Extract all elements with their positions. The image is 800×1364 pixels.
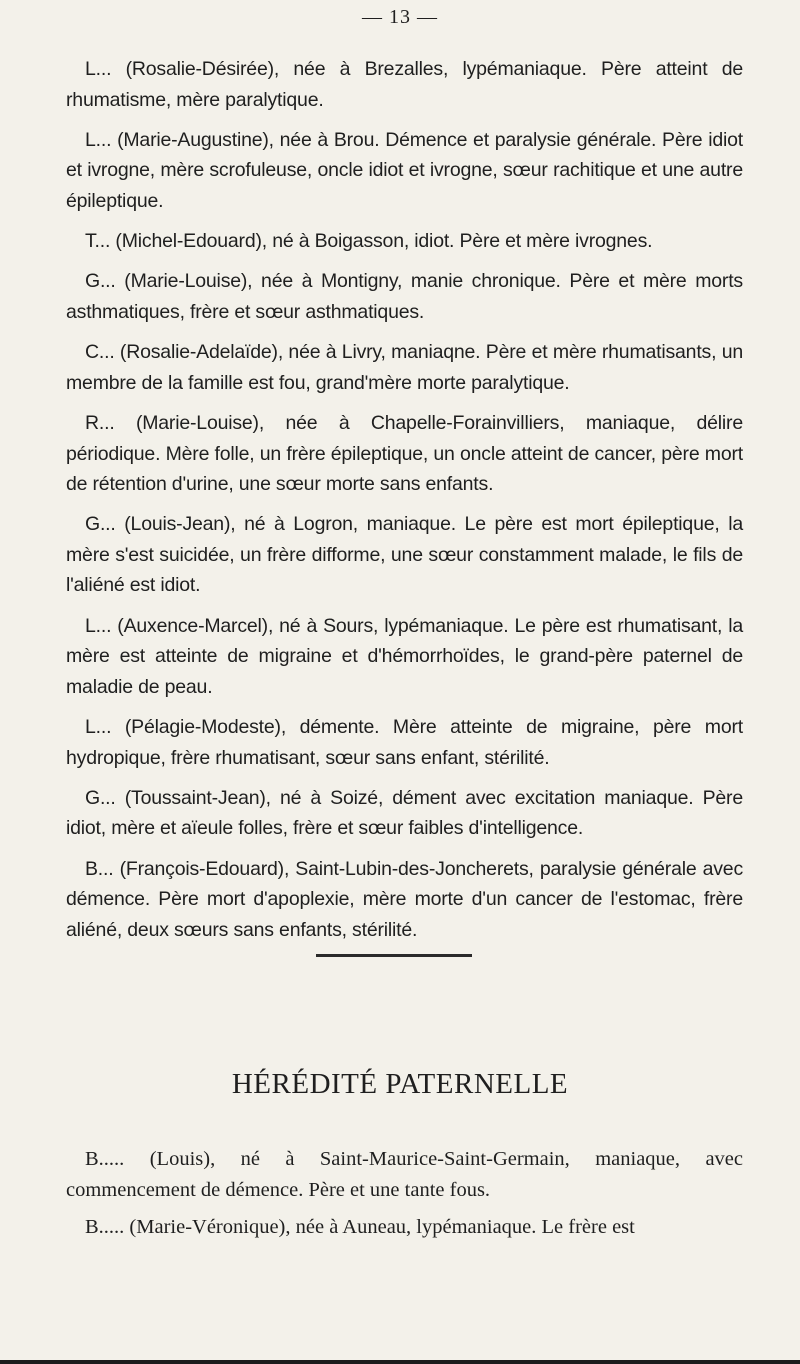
case-entry: L... (Auxence-Marcel), né à Sours, lypémaniaque. Le père est rhumatisant, la mère est atteinte de migraine et d'hémorrhoïdes, le grand-père paternel de maladie de peau. xyxy=(66,614,743,698)
case-entry: B... (François-Edouard), Saint-Lubin-des-Joncherets, paralysie générale avec démence. Père mort d'apoplexie, mère morte d'un cancer de l'estomac, frère aliéné, deux sœurs sans enfants, stérilité. xyxy=(66,857,743,941)
case-entry: T... (Michel-Edouard), né à Boigasson, idiot. Père et mère ivrognes. xyxy=(85,230,653,253)
case-entry: B..... (Louis), né à Saint-Maurice-Saint-Germain, maniaque, avec commencement de démence. Père et une tante fous. xyxy=(66,1148,743,1201)
case-entry: B..... (Marie-Véronique), née à Auneau, lypémaniaque. Le frère est xyxy=(85,1216,635,1238)
paternal-heredity-entries xyxy=(66,1144,743,1249)
maternal-heredity-entries xyxy=(66,54,743,955)
case-entry: C... (Rosalie-Adelaïde), née à Livry, maniaqne. Père et mère rhumatisants, un membre de la famille est fou, grand'mère morte paralytique. xyxy=(66,341,743,394)
case-entry: L... (Pélagie-Modeste), démente. Mère atteinte de migraine, père mort hydropique, frère rhumatisant, sœur sans enfant, stérilité. xyxy=(66,716,743,769)
section-title: HÉRÉDITÉ PATERNELLE xyxy=(231,1068,569,1100)
case-entry: R... (Marie-Louise), née à Chapelle-Forainvilliers, maniaque, délire périodique. Mère folle, un frère épileptique, un oncle atteint de cancer, père mort de rétention d'urine, une sœur morte sans enfants. xyxy=(66,411,743,496)
case-entry: L... (Rosalie-Désirée), née à Brezalles, lypémaniaque. Père atteint de rhumatisme, mère paralytique. xyxy=(66,58,743,111)
page-number: — 13 — xyxy=(362,6,438,28)
case-entry: G... (Marie-Louise), née à Montigny, manie chronique. Père et mère morts asthmatiques, frère et sœur asthmatiques. xyxy=(66,270,743,323)
case-entry: L... (Marie-Augustine), née à Brou. Démence et paralysie générale. Père idiot et ivrogne, mère scrofuleuse, oncle idiot et ivrogne, sœur rachitique et une autre épileptique. xyxy=(66,128,743,212)
case-entry: G... (Toussaint-Jean), né à Soizé, dément avec excitation maniaque. Père idiot, mère et aïeule folles, frère et sœur faibles d'intelligence. xyxy=(66,786,743,840)
section-divider xyxy=(316,954,472,957)
case-entry: G... (Louis-Jean), né à Logron, maniaque. Le père est mort épileptique, la mère s'est suicidée, un frère difforme, une sœur constamment malade, le fils de l'aliéné est idiot. xyxy=(66,513,743,597)
page-bottom-edge xyxy=(0,1360,800,1364)
